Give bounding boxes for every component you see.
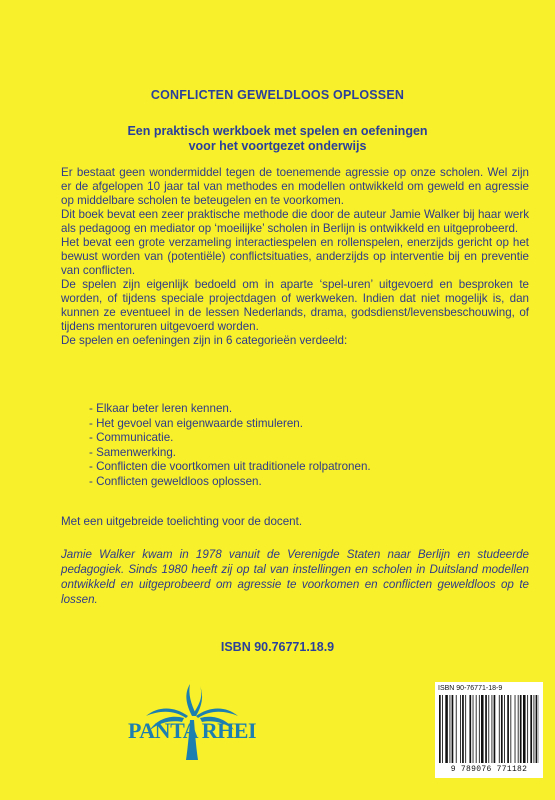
book-title: CONFLICTEN GEWELDLOOS OPLOSSEN: [150, 88, 405, 102]
subtitle-line-2: voor het voortgezet onderwijs: [188, 139, 367, 153]
list-item: - Conflicten die voortkomen uit traditionele rolpatronen.: [89, 460, 371, 474]
list-item: - Communicatie.: [89, 431, 174, 445]
barcode-isbn-label: ISBN 90-76771-18-9: [438, 685, 503, 692]
subtitle-line-1: Een praktisch werkboek met spelen en oefeningen: [127, 124, 428, 138]
body-paragraph: Er bestaat geen wondermiddel tegen de toenemende agressie op onze scholen. Wel zijn er de afgelopen 10 jaar tal van methodes en modellen ontwikkeld om geweld en agressie op middelbare scholen te beteugelen en te voorkomen.: [61, 166, 529, 207]
category-list: [89, 402, 519, 490]
list-item: - Conflicten geweldloos oplossen.: [89, 474, 262, 488]
barcode-bars: [439, 695, 539, 765]
teacher-note: Met een uitgebreide toelichting voor de docent.: [61, 515, 303, 528]
barcode: [435, 682, 543, 778]
barcode-number: 9 789076 771182: [450, 765, 528, 774]
list-item: - Elkaar beter leren kennen.: [89, 402, 233, 415]
author-bio: Jamie Walker kwam in 1978 vanuit de Verenigde Staten naar Berlijn en studeerde pedagogiek. Sinds 1980 heeft zij op tal van instellingen en scholen in Duitsland modellen ontwikkeld en uitgeprobeerd om agressie te voorkomen en conflicten geweldloos op te lossen.: [61, 548, 529, 606]
body-paragraph: De spelen zijn eigenlijk bedoeld om in aparte ‘spel-uren’ uitgevoerd en besproken te worden, of tijdens speciale projectdagen of werkweken. Indien dat niet mogelijk is, dan kunnen ze eventueel in de lessen Nederlands, drama, godsdienst/levensbeschouwing, of tijdens mentoruren uitgevoerd worden.: [61, 278, 529, 333]
body-paragraph: Het bevat een grote verzameling interactiespelen en rollenspelen, enerzijds gericht op het bewust worden van (potentiële) conflictsituaties, anderzijds op interventie bij en preventie van conflicten.: [61, 236, 529, 277]
body-paragraph: Dit boek bevat een zeer praktische methode die door de auteur Jamie Walker bij haar werk als pedagoog en mediator op ‘moeilijke’ scholen in Berlijn is ontwikkeld en uitgeprobeerd.: [61, 208, 529, 235]
body-paragraph: De spelen en oefeningen zijn in 6 categorieën verdeeld:: [61, 334, 348, 347]
list-item: - Samenwerking.: [89, 445, 176, 459]
description-body: [61, 166, 529, 348]
publisher-logo-text: PANTA RHEI: [127, 718, 257, 743]
list-item: - Het gevoel van eigenwaarde stimuleren.: [89, 416, 303, 430]
isbn-label: ISBN 90.76771.18.9: [220, 640, 335, 654]
book-subtitle: [0, 124, 555, 154]
